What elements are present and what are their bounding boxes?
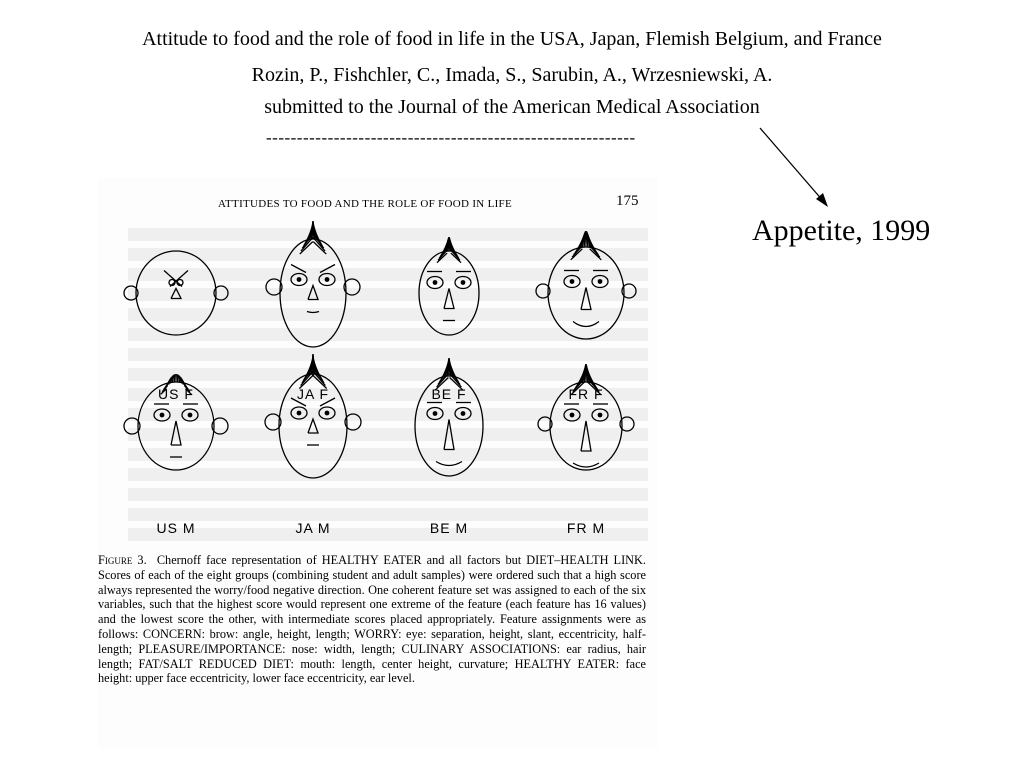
nose <box>444 420 454 450</box>
face-label: JA F <box>296 386 329 402</box>
mouth <box>436 462 462 466</box>
mouth <box>573 322 599 327</box>
nose <box>171 289 181 299</box>
face-label: BE F <box>431 386 467 402</box>
caption-text: Chernoff face representation of HEALTHY EATER and all factors but DIET–HEALTH LINK. Scores of each of the eight groups (combining student and adult samples) were ordered such that a high score always represented the worry/food negative direction. One coherent feature set was assigned to each of the six variables, such that the highest score would represent one extreme of the feature (each feature has 16 values) and the lowest score the other, with intermediate scores placed appropriately. Feature assignments were as follows: CONCERN: brow: angle, height, length; WORRY: eye: separation, height, slant, eccentricity, half-length; PLEASURE/IMPORTANCE: nose: width, length; CULINARY ASSOCIATIONS: ear radius, hair length; FAT/SALT REDUCED DIET: mouth: length, center height, curvature; HEALTHY EATER: face height: upper face eccentricity, lower face eccentricity, ear level. <box>98 553 647 686</box>
face-label: FR M <box>566 520 606 536</box>
face-label: JA M <box>295 520 331 536</box>
pupil <box>570 413 575 418</box>
face-label: US F <box>158 386 194 402</box>
face-outline <box>280 239 346 347</box>
chernoff-face <box>538 364 634 470</box>
submission-line: submitted to the Journal of the American Medical Association <box>264 96 760 118</box>
brow <box>320 265 335 273</box>
pupil <box>598 413 603 418</box>
pupil <box>570 279 575 284</box>
face-outline <box>136 251 216 335</box>
face-label: FR F <box>568 386 604 402</box>
mouth <box>573 463 599 467</box>
pupil <box>160 413 165 418</box>
page-number: 175 <box>616 193 639 209</box>
nose <box>171 421 181 445</box>
face-label: US M <box>156 520 196 536</box>
chernoff-faces-figure <box>98 178 658 548</box>
journal-citation: Appetite, 1999 <box>752 214 931 247</box>
slide-title: Attitude to food and the role of food in life in the USA, Japan, Flemish Belgium, and France <box>142 28 882 50</box>
pupil <box>433 280 438 285</box>
pupil <box>461 411 466 416</box>
authors-line: Rozin, P., Fishchler, C., Imada, S., Sarubin, A., Wrzesniewski, A. <box>251 64 773 86</box>
chernoff-face <box>536 231 636 339</box>
chernoff-face <box>265 354 361 478</box>
pointer-arrow <box>750 122 840 214</box>
running-head: ATTITUDES TO FOOD AND THE ROLE OF FOOD IN LIFE <box>218 198 512 210</box>
dashed-divider: ------------------------------------------------------------ <box>266 128 636 147</box>
brow <box>291 265 306 273</box>
pupil <box>325 411 330 416</box>
face-outline <box>548 247 624 339</box>
figure-label: Figure 3. <box>98 553 147 567</box>
pupil <box>188 413 193 418</box>
pupil <box>461 280 466 285</box>
pupil <box>598 279 603 284</box>
chernoff-face <box>415 358 483 476</box>
nose <box>308 419 318 433</box>
mouth <box>307 312 319 313</box>
hair-strand <box>572 245 583 257</box>
face-outline <box>419 251 479 335</box>
pupil <box>325 277 330 282</box>
nose <box>308 286 318 300</box>
nose <box>581 421 591 451</box>
chernoff-face <box>266 221 360 347</box>
pupil <box>433 411 438 416</box>
nose <box>581 288 591 310</box>
pupil <box>297 411 302 416</box>
nose <box>444 289 454 309</box>
figure-caption <box>98 553 646 686</box>
chernoff-face <box>419 237 479 335</box>
scanned-journal-page <box>98 178 658 748</box>
pupil <box>297 277 302 282</box>
chernoff-face <box>124 251 228 335</box>
hair-strand <box>177 374 178 382</box>
face-label: BE M <box>429 520 469 536</box>
